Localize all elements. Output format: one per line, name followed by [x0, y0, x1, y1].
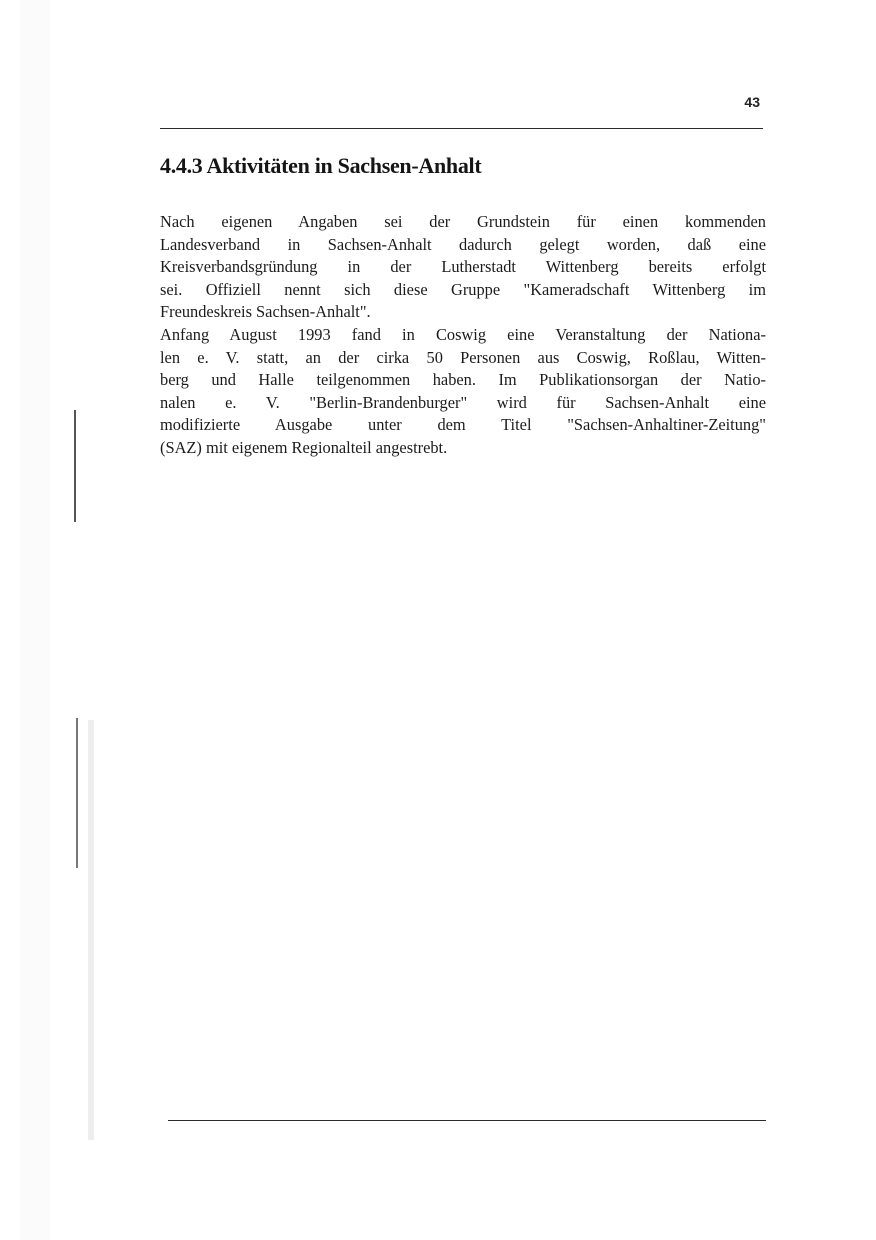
- text-line: sei. Offiziell nennt sich diese Gruppe "Kameradschaft Wittenberg im: [160, 279, 766, 299]
- text-line: Anfang August 1993 fand in Coswig eine Veranstaltung der Nationa-: [160, 324, 766, 344]
- footer-rule: [168, 1120, 766, 1121]
- page-number: 43: [744, 94, 760, 110]
- header-rule: [160, 128, 763, 129]
- body-paragraph: [160, 211, 766, 460]
- text-line: (SAZ) mit eigenem Regionalteil angestrebt.: [160, 437, 448, 457]
- section-heading: 4.4.3 Aktivitäten in Sachsen-Anhalt: [160, 153, 482, 178]
- text-line: modifizierte Ausgabe unter dem Titel "Sachsen-Anhaltiner-Zeitung": [160, 415, 766, 435]
- scan-shadow-lower: [88, 720, 94, 1140]
- scan-shadow-left: [20, 0, 50, 1240]
- scan-mark-upper: [74, 410, 76, 522]
- text-line: Landesverband in Sachsen-Anhalt dadurch gelegt worden, daß eine: [160, 234, 766, 254]
- scan-mark-lower: [76, 718, 78, 868]
- text-line: berg und Halle teilgenommen haben. Im Publikationsorgan der Natio-: [160, 370, 766, 390]
- text-line: nalen e. V. "Berlin-Brandenburger" wird für Sachsen-Anhalt eine: [160, 392, 766, 412]
- text-line: Nach eigenen Angaben sei der Grundstein für einen kommenden: [160, 212, 766, 231]
- text-line: Freundeskreis Sachsen-Anhalt".: [160, 302, 371, 322]
- text-line: Kreisverbandsgründung in der Lutherstadt Wittenberg bereits erfolgt: [160, 257, 766, 277]
- text-line: len e. V. statt, an der cirka 50 Personen aus Coswig, Roßlau, Witten-: [160, 347, 766, 367]
